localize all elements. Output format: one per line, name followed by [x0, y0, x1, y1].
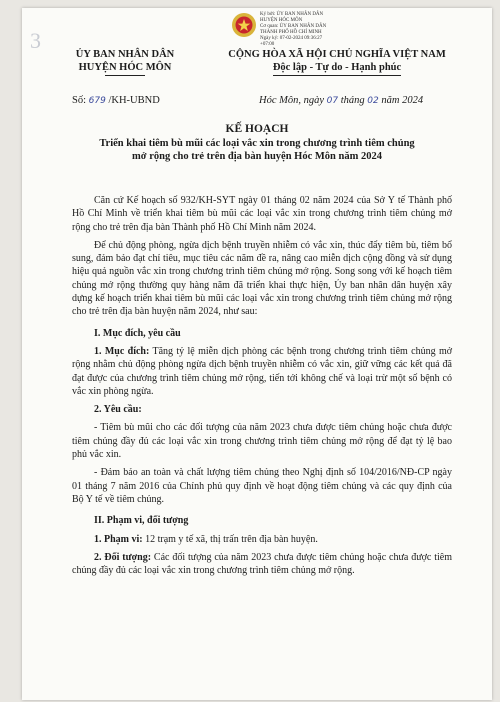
title-line-2: mở rộng cho trẻ trên địa bàn huyện Hóc Môn năm 2024 [132, 151, 382, 162]
handwritten-day: 07 [326, 96, 339, 106]
doc-number-prefix: Số: [72, 95, 89, 106]
digital-signature-box [260, 12, 372, 48]
signature-line: Ký bởi: ỦY BAN NHÂN DÂN [260, 12, 324, 17]
document-title [57, 122, 457, 163]
background-mark: 3 [30, 28, 43, 53]
date-line [259, 95, 423, 106]
signature-line: HUYỆN HÓC MÔN [260, 18, 303, 23]
body-paragraph [72, 345, 452, 398]
signature-line: Cơ quan: ỦY BAN NHÂN DÂN [260, 24, 327, 29]
date-year: năm 2024 [378, 95, 424, 106]
body-paragraph [72, 551, 452, 578]
agency-line-2: HUYỆN HÓC MÔN [78, 62, 172, 73]
item-label: 1. Mục đích: [94, 345, 150, 357]
document-page [22, 8, 492, 700]
document-kind: KẾ HOẠCH [225, 123, 289, 135]
body-paragraph: Để chủ động phòng, ngừa dịch bệnh truyền nhiễm có vắc xin, thúc đẩy tiêm bù, tiêm bổ sung, đảm bảo đạt chỉ tiêu, mục tiêu các năm đề ra, nâng cao miễn dịch cộng đồng và sử dụng hiệu quả nguồn vắc xin trong chương trình tiêm chủng mở rộng. Song song với kế hoạch tiêm chủng mở rộng thường quy hàng năm đã triển khai thực hiện, Ủy ban nhân dân huyện xây dựng kế hoạch triển khai tiêm bù mũi các loại vắc xin trong chương trình tiêm chủng mở rộng cho trẻ trên địa bàn huyện năm 2024, như sau: [72, 239, 452, 318]
doc-number-suffix: /KH-UBND [105, 95, 160, 106]
national-heading [207, 48, 467, 76]
agency-line-1: ỦY BAN NHÂN DÂN [75, 49, 175, 60]
date-month-word: tháng [338, 95, 368, 106]
item-label: 2. Đối tượng: [94, 551, 152, 563]
body-paragraph: - Tiêm bù mũi cho các đối tượng của năm 2023 chưa được tiêm chủng hoặc chưa được tiêm chủng đầy đủ các loại vắc xin trong chương trình tiêm chủng mở rộng để đạt tỷ lệ bao phủ vắc xin. [72, 422, 452, 461]
date-place: Hóc Môn, ngày [259, 95, 327, 106]
item-label: 2. Yêu cầu: [94, 404, 142, 416]
nation-name: CỘNG HÒA XÃ HỘI CHỦ NGHĨA VIỆT NAM [228, 49, 446, 60]
title-line-1: Triển khai tiêm bù mũi các loại vắc xin trong chương trình tiêm chủng [99, 138, 415, 149]
handwritten-number: 679 [88, 96, 106, 106]
handwritten-month: 02 [367, 96, 379, 106]
item-text: Các đối tượng của năm 2023 chưa được tiêm chủng hoặc chưa được tiêm chủng đầy đủ các loại vắc xin trong chương trình tiêm chủng mở rộng. [72, 551, 453, 577]
section-heading: II. Phạm vi, đối tượng [94, 515, 189, 527]
national-emblem-icon [231, 12, 257, 38]
issuing-agency [60, 48, 190, 76]
signature-line: +07:00 [260, 42, 275, 47]
section-heading: I. Mục đích, yêu cầu [94, 327, 181, 339]
body-paragraph [72, 533, 452, 546]
body-paragraph: Căn cứ Kế hoạch số 932/KH-SYT ngày 01 tháng 02 năm 2024 của Sở Y tế Thành phố Hồ Chí Minh về triển khai tiêm bù mũi các loại vắc xin trong chương trình tiêm chủng mở rộng cho trẻ trên địa bàn Thành phố Hồ Chí Minh năm 2024. [72, 195, 452, 233]
item-label: 1. Phạm vi: [94, 533, 143, 545]
agency-underline [105, 75, 145, 76]
item-text: 12 trạm y tế xã, thị trấn trên địa bàn huyện. [142, 533, 318, 545]
document-number [72, 95, 160, 106]
body-paragraph: - Đảm bảo an toàn và chất lượng tiêm chủng theo Nghị định số 104/2016/NĐ-CP ngày 01 tháng 7 năm 2016 của Chính phủ quy định về hoạt động tiêm chủng và các quy định của Bộ Y tế về tiêm chủng. [72, 467, 452, 505]
national-motto: Độc lập - Tự do - Hạnh phúc [273, 61, 401, 76]
item-text: Tăng tỷ lệ miễn dịch phòng các bệnh trong chương trình tiêm chủng mở rộng nhằm chủ động phòng ngừa dịch bệnh truyền nhiễm có vắc xin, giữ vững các kết quả đã đạt được của chương trình tiêm chủng mở rộng, tiến tới không chế và loại trừ một số bệnh có vắc xin phòng ngừa. [72, 345, 453, 397]
signature-line: THÀNH PHỐ HỒ CHÍ MINH [260, 30, 322, 35]
document-body [72, 194, 452, 582]
signature-line: Ngày ký: 07-02-2024 09:36:27 [260, 36, 323, 41]
